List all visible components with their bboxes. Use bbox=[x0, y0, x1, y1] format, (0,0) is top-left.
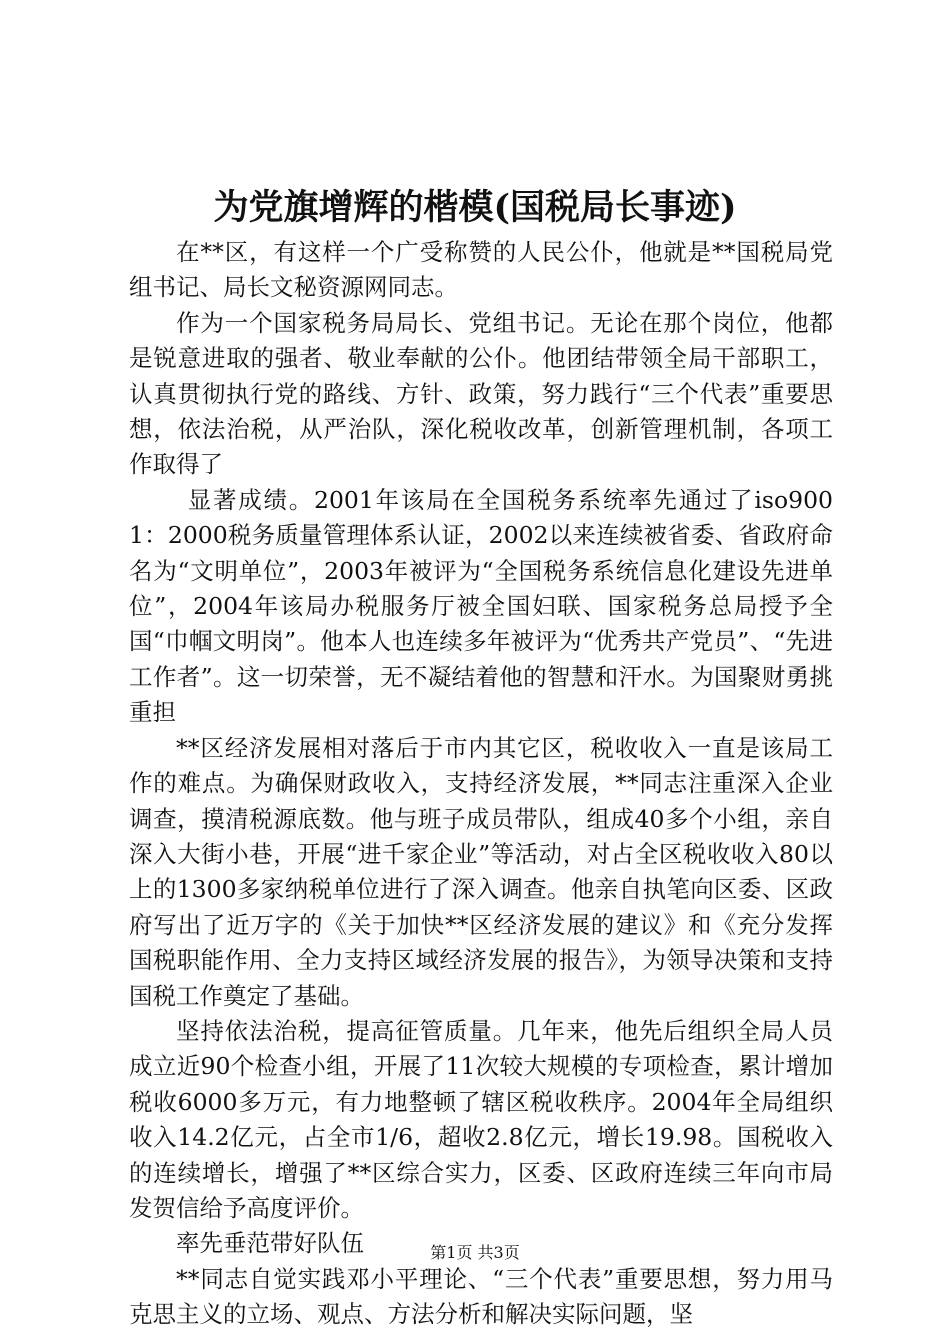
paragraph-economy: **区经济发展相对落后于市内其它区，税收收入一直是该局工作的难点。为确保财政收入，支持经济发展，**同志注重深入企业调查，摸清税源底数。他与班子成员带队，组成40多个小组，亲自深入大街小巷，开展“进千家企业”等活动，对占全区税收收入80以上的1300多家纳税单位进行了深入调查。他亲自执笔向区委、区政府写出了近万字的《关于加快**区经济发展的建议》和《充分发挥国税职能作用、全力支持区域经济发展的报告》，为领导决策和支持国税工作奠定了基础。 bbox=[129, 733, 833, 1010]
paragraph-role: 作为一个国家税务局局长、党组书记。无论在那个岗位，他都是锐意进取的强者、敬业奉献的公仆。他团结带领全局干部职工，认真贯彻执行党的路线、方针、政策，努力践行“三个代表”重要思想，依法治税，从严治队，深化税收改革，创新管理机制，各项工作取得了 bbox=[129, 308, 833, 479]
paragraph-tax-law: 坚持依法治税，提高征管质量。几年来，他先后组织全局人员成立近90个检查小组，开展了11次较大规模的专项检查，累计增加税收6000多万元，有力地整顿了辖区税收秩序。2004年全局组织收入14.2亿元，占全市1/6，超收2.8亿元，增长19.98。国税收入的连续增长，增强了**区综合实力，区委、区政府连续三年向市局发贺信给予高度评价。 bbox=[129, 1016, 833, 1222]
document-body bbox=[129, 235, 833, 1333]
section-heading-team: 率先垂范带好队伍 bbox=[176, 1229, 364, 1258]
document-title: 为党旗增辉的楷模(国税局长事迹) bbox=[213, 187, 737, 228]
paragraph-achievements: 显著成绩。2001年该局在全国税务系统率先通过了iso9001：2000税务质量管理体系认证，2002以来连续被省委、省政府命名为“文明单位”，2003年被评为“全国税务系统信息化建设先进单位”，2004年该局办税服务厅被全国妇联、国家税务总局授予全国“巾帼文明岗”。他本人也连续多年被评为“优秀共产党员”、“先进工作者”。这一切荣誉，无不凝结着他的智慧和汗水。为国聚财勇挑重担 bbox=[129, 485, 833, 727]
paragraph-intro: 在**区，有这样一个广受称赞的人民公仆，他就是**国税局党组书记、局长文秘资源网同志。 bbox=[129, 238, 833, 302]
page-number-footer: 第1页 共3页 bbox=[430, 1243, 520, 1262]
paragraph-theory: **同志自觉实践邓小平理论、“三个代表”重要思想，努力用马克思主义的立场、观点、方法分析和解决实际问题，坚 bbox=[129, 1264, 833, 1329]
